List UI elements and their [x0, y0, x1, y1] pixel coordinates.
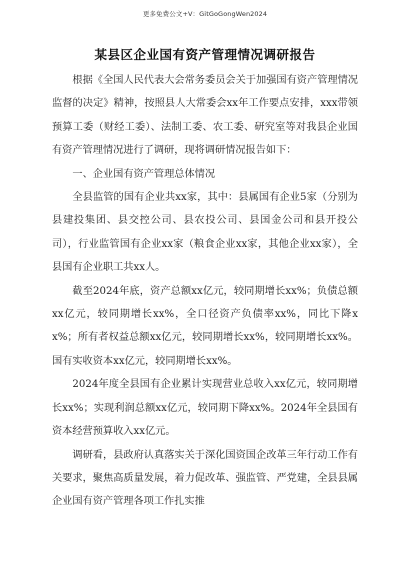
paragraph-revenue: 2024年度全县国有企业累计实现营业总收入xx亿元，较同期增长xx%；实现利润总额xx亿元，较同期下降xx%。2024年全县国有资本经营预算收入xx亿元。: [52, 379, 358, 438]
header-note: 更多免费公文+V：GitGoGongWen2024: [142, 10, 268, 18]
paragraph-assets: 截至2024年底，资产总额xx亿元，较同期增长xx%；负债总额xx亿元，较同期增长xx%，全口径资产负债率xx%，同比下降xx%；所有者权益总额xx亿元，较同期增长xx%，较同期增长xx%。国有实收资本xx亿元，较同期增长xx%。: [52, 285, 358, 367]
document-body: [52, 69, 358, 514]
paragraph-findings: 调研看，县政府认真落实关于深化国资国企改革三年行动工作有关要求，聚焦高质量发展，着力促改革、强监管、严党建，全县县属企业国有资产管理各项工作扎实推: [52, 449, 358, 508]
paragraph-enterprises: 全县监管的国有企业共xx家，其中：县属国有企业5家（分别为县建投集团、县交控公司、县农投公司、县国金公司和县开投公司），行业监管国有企业xx家（粮食企业xx家，其他企业xx家），全县国有企业职工共xx人。: [52, 192, 358, 274]
document-title: 某县区企业国有资产管理情况调研报告: [94, 47, 316, 62]
paragraph-intro: 根据《全国人民代表大会常务委员会关于加强国有资产管理情况监督的决定》精神，按照县人大常委会xx年工作要点安排，xxx带领预算工委（财经工委）、法制工委、农工委、研究室等对我县企业国有资产管理情况进行了调研，现将调研情况报告如下：: [52, 75, 358, 157]
section-heading: 一、企业国有资产管理总体情况: [72, 168, 216, 180]
